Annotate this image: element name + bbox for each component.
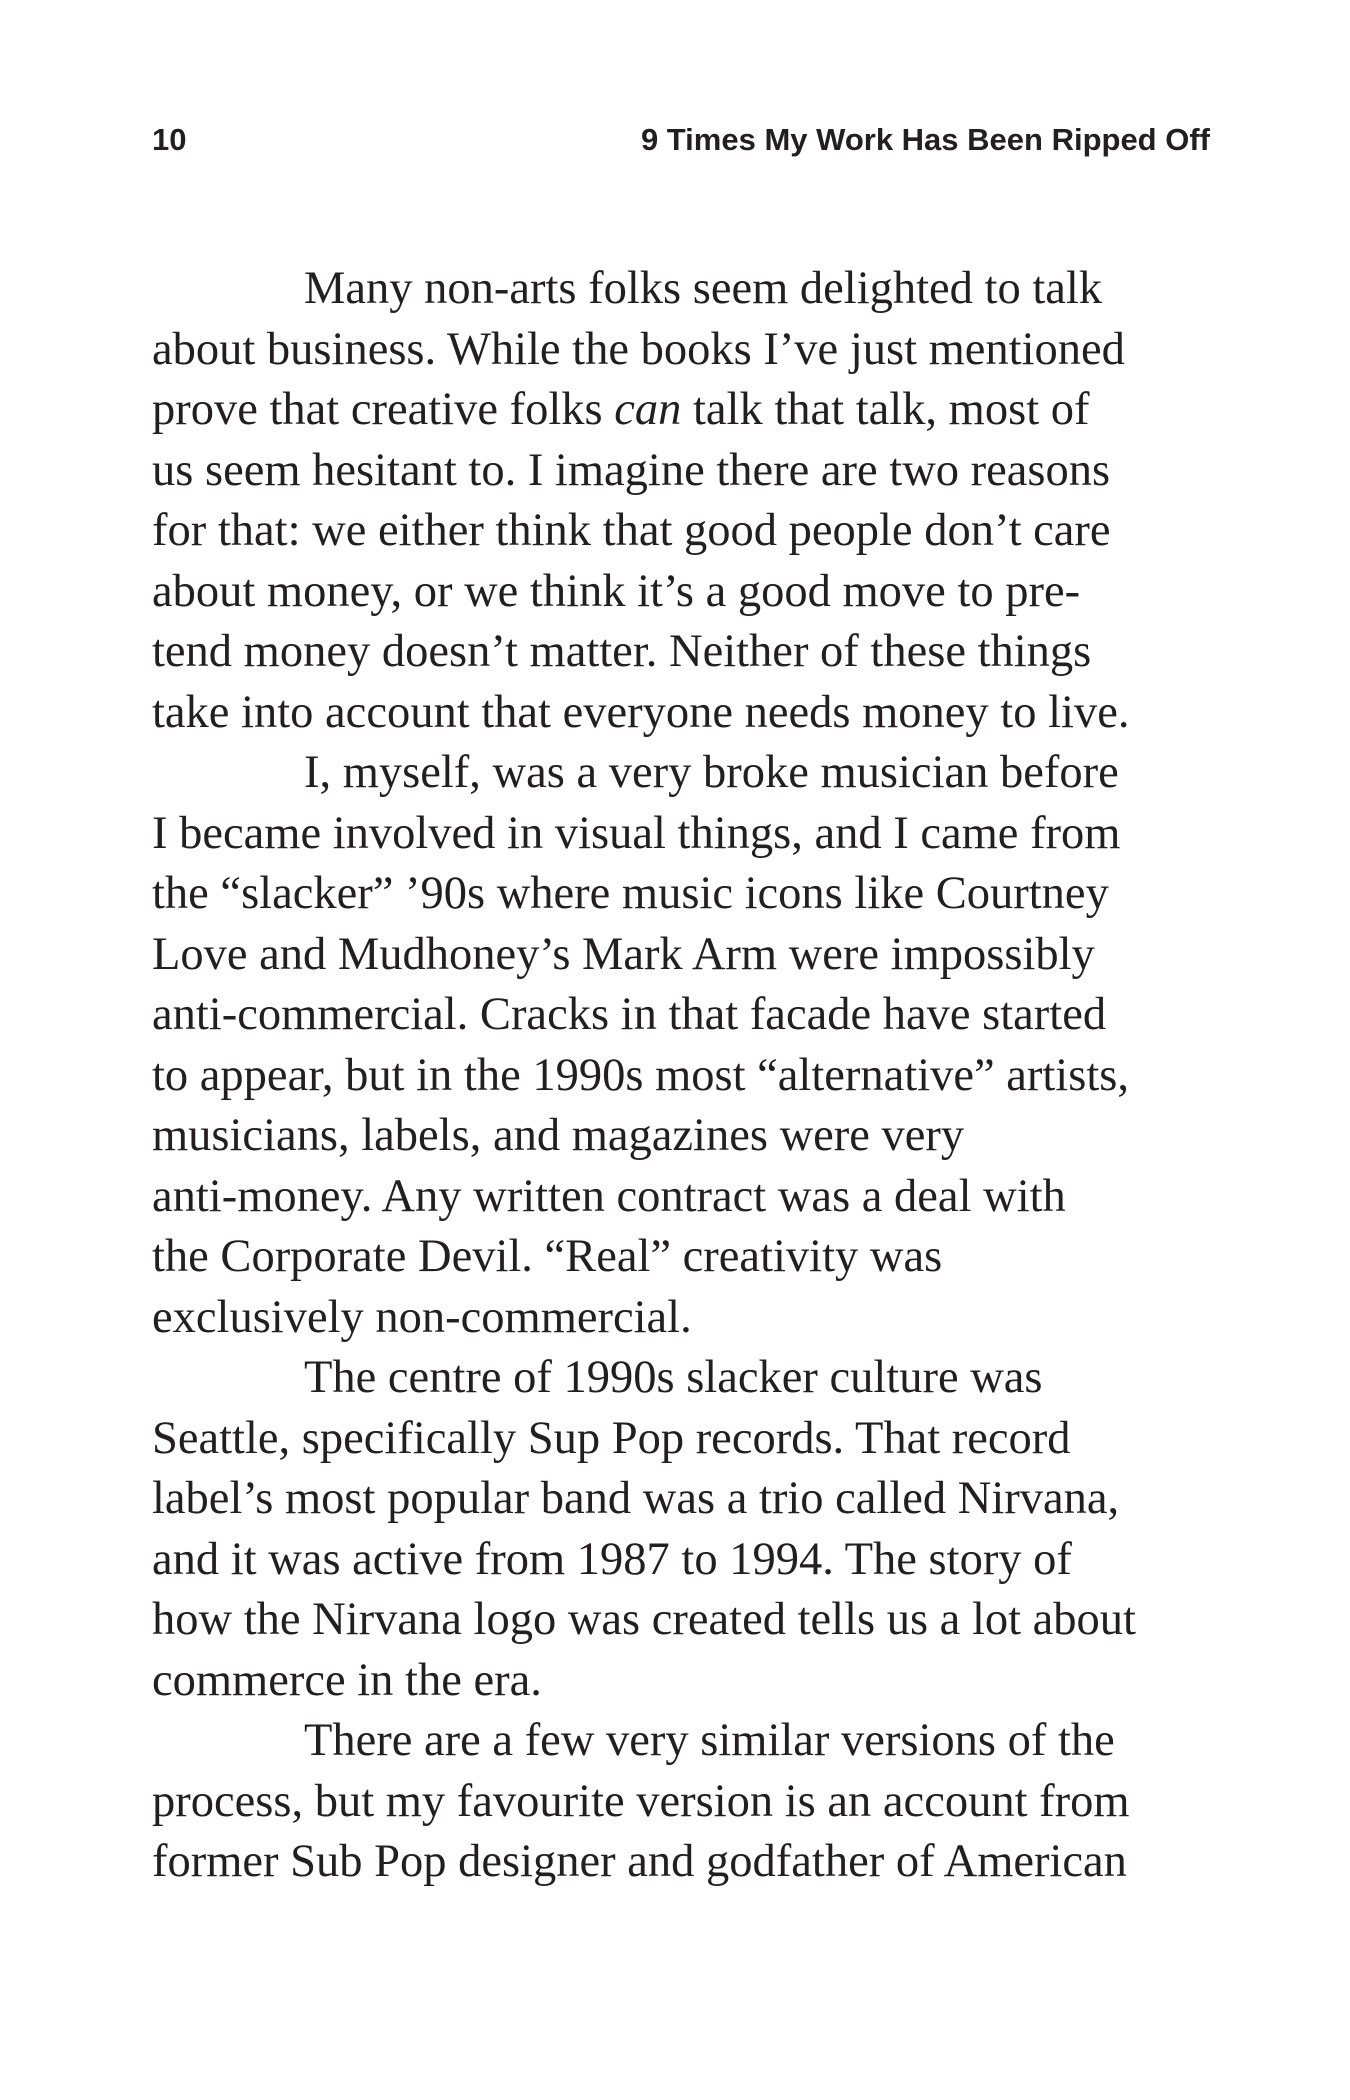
text-line: about business. While the books I’ve just mentioned (152, 323, 1125, 375)
text-line: commerce in the era. (152, 1654, 542, 1706)
text-line: to appear, but in the 1990s most “alternative” artists, (152, 1049, 1129, 1101)
text-line: process, but my favourite version is an account from (152, 1775, 1130, 1827)
book-title: 9 Times My Work Has Been Ripped Off (640, 122, 1210, 157)
text-line: Love and Mudhoney’s Mark Arm were impossibly (152, 928, 1095, 980)
text-line: the Corporate Devil. “Real” creativity was (152, 1231, 943, 1282)
text-line: for that: we either think that good people don’t care (152, 505, 1111, 556)
text-line (152, 380, 1212, 441)
text-segment: talk that talk, most of (681, 384, 1090, 435)
text-line: take into account that everyone needs money to live. (152, 686, 1130, 738)
text-line: how the Nirvana logo was created tells us a lot about (152, 1594, 1136, 1645)
page-number: 10 (152, 122, 187, 157)
text-line: anti-money. Any written contract was a deal with (152, 1170, 1066, 1222)
running-head (152, 118, 1210, 162)
emphasized-word: can (614, 384, 682, 435)
text-line: Seattle, specifically Sup Pop records. That record (152, 1412, 1071, 1464)
text-line: about money, or we think it’s a good move to pre- (152, 565, 1081, 617)
text-line: the “slacker” ’90s where music icons like Courtney (152, 868, 1109, 919)
text-line: The centre of 1990s slacker culture was (304, 1352, 1043, 1403)
body-text (152, 259, 1212, 1893)
paragraph-3 (152, 1348, 1212, 1711)
text-line: anti-commercial. Cracks in that facade have started (152, 989, 1107, 1040)
text-line: tend money doesn’t matter. Neither of these things (152, 626, 1092, 677)
text-line: musicians, labels, and magazines were very (152, 1110, 965, 1161)
paragraph-4 (152, 1711, 1212, 1893)
text-line: and it was active from 1987 to 1994. The story of (152, 1533, 1072, 1585)
paragraph-2 (152, 743, 1212, 1348)
text-line: former Sub Pop designer and godfather of American (152, 1836, 1127, 1887)
text-segment: prove that creative folks (152, 384, 615, 435)
text-line: exclusively non-commercial. (152, 1291, 692, 1343)
paragraph-1 (152, 259, 1212, 743)
text-line: label’s most popular band was a trio called Nirvana, (152, 1473, 1120, 1524)
text-line: I became involved in visual things, and I came from (152, 807, 1121, 859)
text-line: us seem hesitant to. I imagine there are two reasons (152, 444, 1111, 496)
text-line: There are a few very similar versions of the (304, 1715, 1115, 1766)
text-line: I, myself, was a very broke musician before (304, 747, 1119, 798)
text-line: Many non-arts folks seem delighted to talk (304, 263, 1103, 314)
